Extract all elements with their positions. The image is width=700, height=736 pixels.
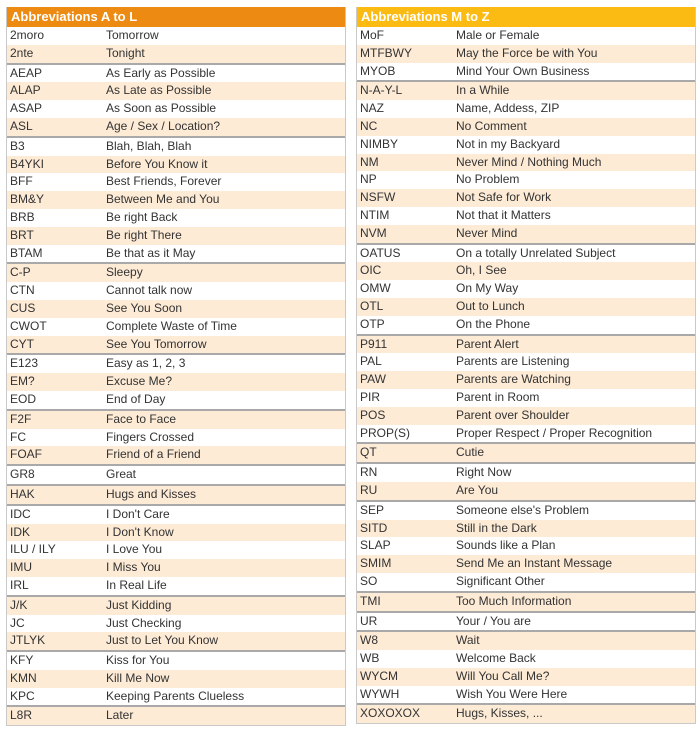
meaning: Sleepy xyxy=(106,265,143,280)
abbreviation: BTAM xyxy=(10,245,43,260)
abbreviation: RU xyxy=(360,482,378,497)
abbreviation: IMU xyxy=(10,560,32,575)
meaning: On My Way xyxy=(456,281,519,296)
abbreviation: OIC xyxy=(360,263,382,278)
meaning: In a While xyxy=(456,83,510,98)
abbreviation: IRL xyxy=(10,577,29,592)
abbreviation: SMIM xyxy=(360,556,392,571)
abbreviation: QT xyxy=(360,445,377,460)
meaning: Out to Lunch xyxy=(456,298,525,313)
table-row xyxy=(357,442,695,462)
meaning: As Late as Possible xyxy=(106,83,212,98)
meaning: No Comment xyxy=(456,118,527,133)
table-row xyxy=(357,425,695,443)
abbreviation: 2moro xyxy=(10,28,45,42)
meaning: Wish You Were Here xyxy=(456,686,568,701)
meaning: Right Now xyxy=(456,465,512,480)
meaning: Hugs, Kisses, ... xyxy=(456,706,543,721)
meaning: Parents are Listening xyxy=(456,354,570,369)
table-row xyxy=(357,371,695,389)
table-title: Abbreviations A to L xyxy=(7,7,345,27)
meaning: Excuse Me? xyxy=(106,374,173,389)
table-row xyxy=(357,100,695,118)
table-row xyxy=(357,686,695,704)
meaning: Oh, I See xyxy=(456,263,507,278)
abbreviation: KFY xyxy=(10,653,34,668)
abbreviation: OTL xyxy=(360,298,384,313)
meaning: May the Force be with You xyxy=(456,45,598,60)
meaning: Are You xyxy=(456,482,499,497)
meaning: Not Safe for Work xyxy=(456,190,552,205)
abbreviation: 2nte xyxy=(10,45,34,60)
abbreviation: ALAP xyxy=(10,83,41,98)
meaning: Great xyxy=(106,467,137,482)
abbreviation: MTFBWY xyxy=(360,45,412,60)
meaning: See You Tomorrow xyxy=(106,336,207,351)
abbreviation: ASAP xyxy=(10,101,43,116)
table-row xyxy=(7,282,345,300)
abbreviation: BM&Y xyxy=(10,192,45,207)
table-row xyxy=(357,207,695,225)
abbreviation: XOXOXOX xyxy=(360,706,421,721)
table-row xyxy=(7,615,345,633)
meaning: Age / Sex / Location? xyxy=(106,118,221,133)
abbreviation: B4YKI xyxy=(10,156,45,171)
table-row xyxy=(7,504,345,524)
abbreviation: ASL xyxy=(10,118,33,133)
abbreviation: NAZ xyxy=(360,101,384,116)
abbreviation: GR8 xyxy=(10,467,35,482)
meaning: Wait xyxy=(456,633,480,648)
meaning: Parents are Watching xyxy=(456,372,571,387)
abbreviation: P911 xyxy=(360,336,388,351)
table-row xyxy=(7,191,345,209)
table-row xyxy=(357,353,695,371)
meaning: Later xyxy=(106,708,134,723)
table-row xyxy=(7,577,345,595)
abbreviation: WB xyxy=(360,651,380,666)
meaning: Blah, Blah, Blah xyxy=(106,138,192,153)
table-row xyxy=(357,27,695,45)
meaning: As Early as Possible xyxy=(106,65,216,80)
abbreviation: TMI xyxy=(360,593,381,608)
abbreviation: L8R xyxy=(10,708,33,723)
abbreviation: NTIM xyxy=(360,207,390,222)
table-row xyxy=(7,227,345,245)
abbreviation: NSFW xyxy=(360,190,396,205)
table-row xyxy=(357,225,695,243)
table-row xyxy=(357,45,695,63)
table-row xyxy=(357,154,695,172)
abbreviation: FOAF xyxy=(10,447,42,462)
table-row xyxy=(7,63,345,83)
table-row xyxy=(7,318,345,336)
abbreviation: CWOT xyxy=(10,318,47,333)
table-row xyxy=(357,650,695,668)
meaning: In Real Life xyxy=(106,577,167,592)
meaning: Just Kidding xyxy=(106,597,172,612)
table-row xyxy=(7,209,345,227)
meaning: Parent over Shoulder xyxy=(456,407,570,422)
abbreviation: IDC xyxy=(10,506,31,521)
meaning: Name, Addess, ZIP xyxy=(456,101,560,116)
abbreviation: SO xyxy=(360,573,378,588)
abbreviation: E123 xyxy=(10,356,39,371)
table-row xyxy=(7,446,345,464)
abbreviation: OMW xyxy=(360,281,391,296)
abbreviation: OTP xyxy=(360,316,385,331)
abbreviation: WYWH xyxy=(360,686,400,701)
meaning: See You Soon xyxy=(106,300,183,315)
table-row xyxy=(357,407,695,425)
table-row xyxy=(357,80,695,100)
table-row xyxy=(357,298,695,316)
meaning: Tomorrow xyxy=(106,28,159,42)
abbreviation: CUS xyxy=(10,300,36,315)
meaning: Parent in Room xyxy=(456,389,540,404)
abbreviation: B3 xyxy=(10,138,25,153)
meaning: Keeping Parents Clueless xyxy=(106,688,245,703)
table-row xyxy=(357,189,695,207)
table-row xyxy=(357,520,695,538)
table-row xyxy=(7,100,345,118)
meaning: Not in my Backyard xyxy=(456,136,561,151)
table-row xyxy=(7,429,345,447)
abbreviation: F2F xyxy=(10,411,32,426)
meaning: Significant Other xyxy=(456,573,545,588)
meaning: Just Checking xyxy=(106,615,182,630)
table-row xyxy=(7,353,345,373)
abbreviation: J/K xyxy=(10,597,28,612)
table-row xyxy=(7,300,345,318)
table-row xyxy=(7,245,345,263)
abbreviation: JTLYK xyxy=(10,633,46,648)
meaning: I Miss You xyxy=(106,560,161,575)
abbreviation: KPC xyxy=(10,688,35,703)
table-row xyxy=(357,703,695,723)
table-row xyxy=(357,316,695,334)
meaning: I Don't Know xyxy=(106,524,174,539)
table-row xyxy=(357,136,695,154)
abbreviation: AEAP xyxy=(10,65,43,80)
meaning: Complete Waste of Time xyxy=(106,318,237,333)
meaning: Will You Call Me? xyxy=(456,668,550,683)
meaning: Never Mind xyxy=(456,225,518,240)
abbreviation: MoF xyxy=(360,28,384,42)
meaning: On a totally Unrelated Subject xyxy=(456,245,616,260)
table-row xyxy=(7,45,345,63)
table-row xyxy=(357,171,695,189)
table-row xyxy=(7,670,345,688)
abbreviation: W8 xyxy=(360,633,378,648)
table-row xyxy=(7,464,345,484)
abbreviation: NC xyxy=(360,118,378,133)
abbreviation: HAK xyxy=(10,486,35,501)
meaning: Kill Me Now xyxy=(106,670,170,685)
meaning: As Soon as Possible xyxy=(106,101,217,116)
abbreviation: EOD xyxy=(10,391,37,406)
table-row xyxy=(357,389,695,407)
meaning: Never Mind / Nothing Much xyxy=(456,154,602,169)
table-row xyxy=(7,524,345,542)
table-row xyxy=(7,82,345,100)
table-row xyxy=(7,409,345,429)
table-row xyxy=(7,650,345,670)
table-row xyxy=(357,591,695,611)
table-row xyxy=(7,484,345,504)
abbreviation: PIR xyxy=(360,389,381,404)
table-row xyxy=(357,537,695,555)
meaning: Still in the Dark xyxy=(456,520,537,535)
table-row xyxy=(357,63,695,81)
meaning: I Love You xyxy=(106,542,163,557)
meaning: Before You Know it xyxy=(106,156,208,171)
table-row xyxy=(357,630,695,650)
meaning: Friend of a Friend xyxy=(106,447,201,462)
meaning: Between Me and You xyxy=(106,192,220,207)
abbreviation: BFF xyxy=(10,174,33,189)
abbreviation: NM xyxy=(360,154,379,169)
table-row xyxy=(357,334,695,354)
meaning: Hugs and Kisses xyxy=(106,486,197,501)
table-row xyxy=(357,280,695,298)
meaning: Someone else's Problem xyxy=(456,502,590,517)
table-row xyxy=(357,668,695,686)
abbreviation: JC xyxy=(10,615,25,630)
abbreviation: NIMBY xyxy=(360,136,399,151)
meaning: Cannot talk now xyxy=(106,283,193,298)
abbreviation: RN xyxy=(360,465,378,480)
abbreviation: OATUS xyxy=(360,245,401,260)
table-row xyxy=(357,118,695,136)
table-row xyxy=(7,262,345,282)
table-row xyxy=(357,500,695,520)
abbreviation: NP xyxy=(360,172,377,187)
abbreviation: UR xyxy=(360,613,378,628)
table-row xyxy=(7,391,345,409)
abbreviation: MYOB xyxy=(360,63,396,78)
meaning: Just to Let You Know xyxy=(106,633,219,648)
meaning: Be that as it May xyxy=(106,245,196,260)
meaning: Proper Respect / Proper Recognition xyxy=(456,425,653,440)
abbreviations-a-to-l-table xyxy=(6,7,346,726)
meaning: Be right There xyxy=(106,227,182,242)
abbreviation: IDK xyxy=(10,524,31,539)
abbreviation: PAW xyxy=(360,372,386,387)
table-row xyxy=(357,555,695,573)
table-row xyxy=(7,27,345,45)
abbreviation: BRT xyxy=(10,227,34,242)
abbreviation: EM? xyxy=(10,374,35,389)
meaning: Best Friends, Forever xyxy=(106,174,222,189)
meaning: Easy as 1, 2, 3 xyxy=(106,356,186,371)
meaning: Tonight xyxy=(106,45,145,60)
meaning: Mind Your Own Business xyxy=(456,63,590,78)
meaning: Male or Female xyxy=(456,28,540,42)
meaning: Sounds like a Plan xyxy=(456,538,556,553)
table-row xyxy=(7,632,345,650)
abbreviation: KMN xyxy=(10,670,37,685)
meaning: I Don't Care xyxy=(106,506,170,521)
abbreviation: CTN xyxy=(10,283,35,298)
table-row xyxy=(7,156,345,174)
table-row xyxy=(7,173,345,191)
abbreviation: FC xyxy=(10,429,26,444)
meaning: Your / You are xyxy=(456,613,531,628)
abbreviation: N-A-Y-L xyxy=(360,83,403,98)
table-row xyxy=(357,262,695,280)
table-row xyxy=(357,611,695,631)
table-row xyxy=(7,136,345,156)
table-row xyxy=(7,373,345,391)
abbreviation: BRB xyxy=(10,209,35,224)
meaning: Parent Alert xyxy=(456,336,519,351)
abbreviation: ILU / ILY xyxy=(10,542,56,557)
abbreviation: WYCM xyxy=(360,668,398,683)
table-row xyxy=(7,595,345,615)
table-row xyxy=(7,705,345,725)
abbreviation: SEP xyxy=(360,502,385,517)
meaning: End of Day xyxy=(106,391,166,406)
table-row xyxy=(7,559,345,577)
meaning: Too Much Information xyxy=(456,593,572,608)
abbreviation: PAL xyxy=(360,354,382,369)
abbreviation: NVM xyxy=(360,225,387,240)
table-row xyxy=(357,573,695,591)
abbreviation: SITD xyxy=(360,520,388,535)
meaning: Kiss for You xyxy=(106,653,170,668)
abbreviation: PROP(S) xyxy=(360,425,411,440)
meaning: Welcome Back xyxy=(456,651,536,666)
table-row xyxy=(357,482,695,500)
meaning: Send Me an Instant Message xyxy=(456,556,613,571)
table-row xyxy=(7,118,345,136)
meaning: No Problem xyxy=(456,172,520,187)
meaning: Be right Back xyxy=(106,209,178,224)
table-row xyxy=(357,462,695,482)
table-title: Abbreviations M to Z xyxy=(357,7,695,27)
table-row xyxy=(7,541,345,559)
meaning: Face to Face xyxy=(106,411,177,426)
meaning: Fingers Crossed xyxy=(106,429,195,444)
abbreviation: SLAP xyxy=(360,538,391,553)
abbreviations-m-to-z-table xyxy=(356,7,696,724)
abbreviation: CYT xyxy=(10,336,34,351)
table-row xyxy=(7,688,345,706)
table-row xyxy=(357,243,695,263)
abbreviation: C-P xyxy=(10,265,31,280)
abbreviation: POS xyxy=(360,407,386,422)
meaning: On the Phone xyxy=(456,316,531,331)
meaning: Not that it Matters xyxy=(456,207,551,222)
meaning: Cutie xyxy=(456,445,485,460)
table-row xyxy=(7,336,345,354)
